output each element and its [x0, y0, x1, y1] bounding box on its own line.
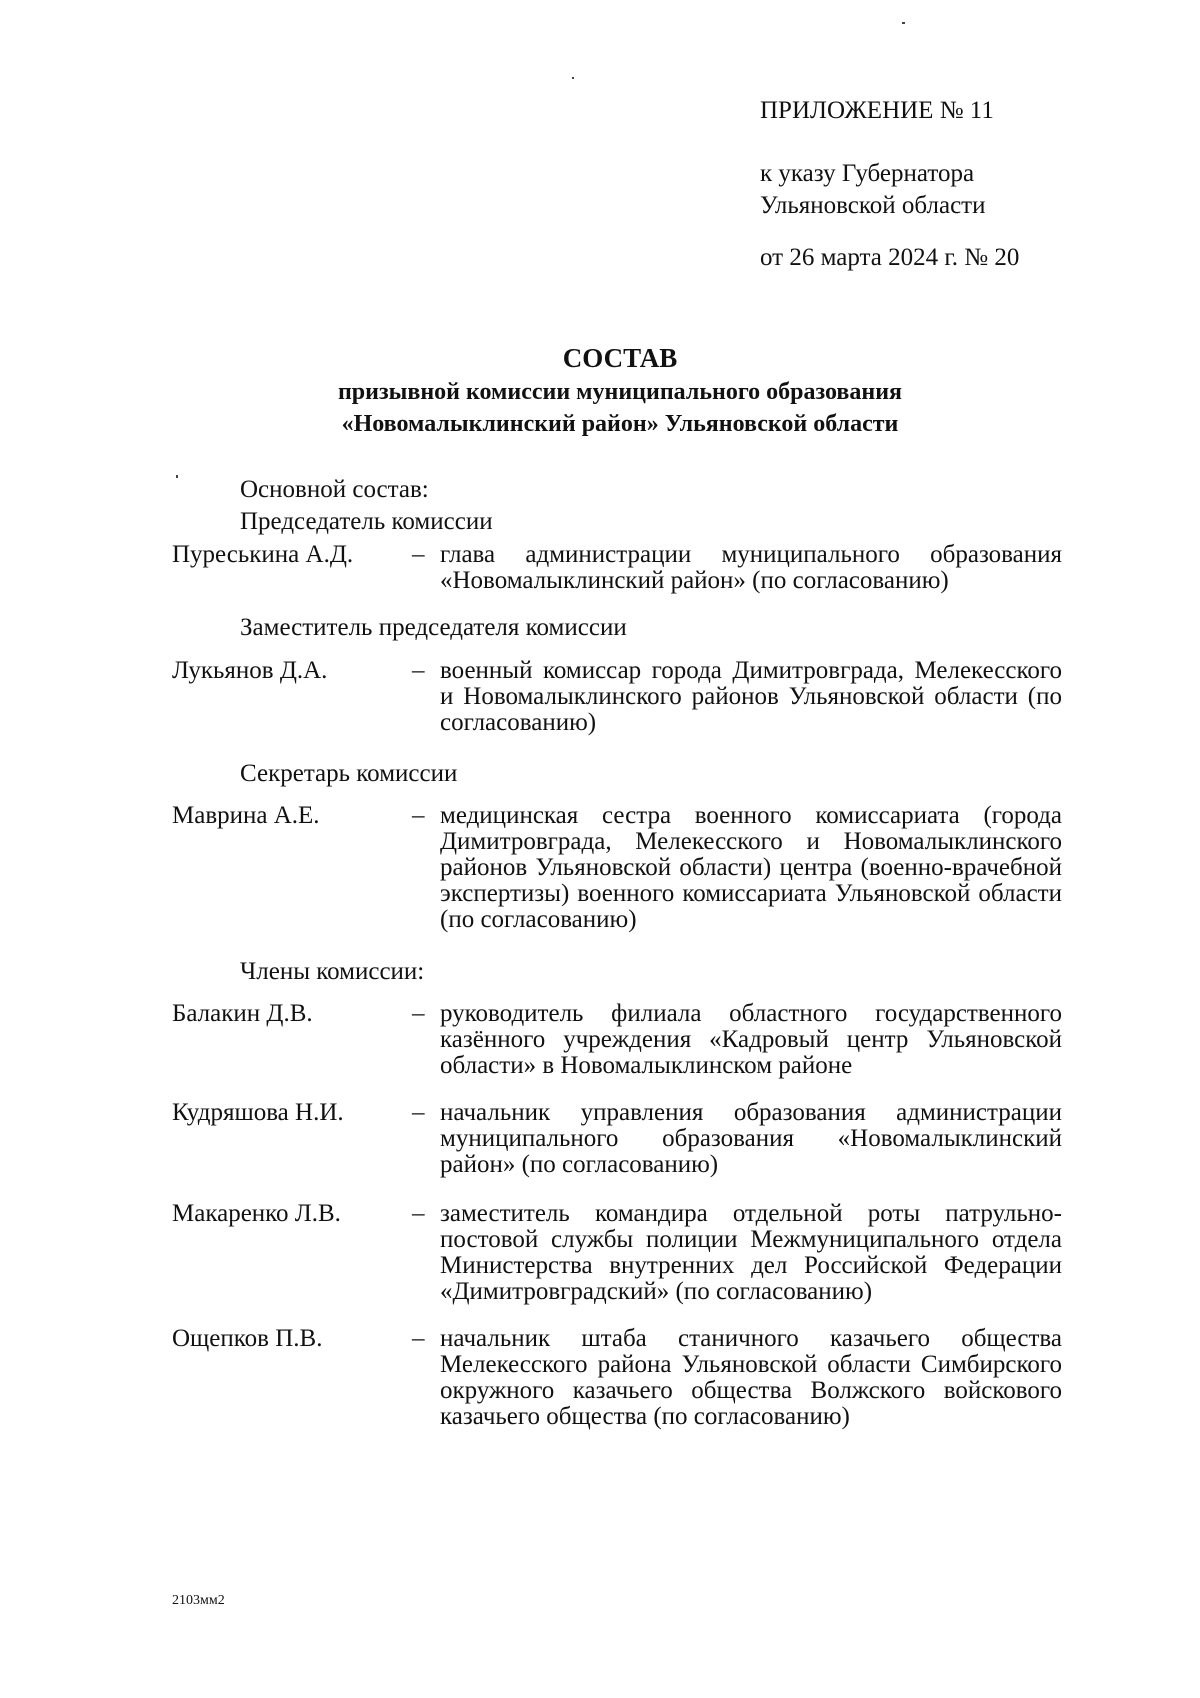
scan-speck: [902, 22, 905, 24]
member-name: Лукьянов Д.А.: [172, 657, 328, 684]
entry-dash: –: [412, 657, 425, 684]
section-main-composition: Основной состав:: [240, 476, 429, 503]
member-entry: [172, 803, 1062, 933]
section-chairman: Председатель комиссии: [240, 508, 493, 535]
document-heading: [300, 340, 940, 440]
heading-title: СОСТАВ: [562, 343, 678, 373]
member-role: глава администрации муниципального образования «Новомалыклинский район» (по согласованию): [440, 541, 1062, 594]
member-role: начальник управления образования администрации муниципального образования «Новомалыклинский район» (по согласованию): [440, 1099, 1062, 1178]
member-name: Ощепков П.В.: [172, 1325, 323, 1352]
document-code: 2103мм2: [172, 1593, 225, 1608]
entry-dash: –: [412, 802, 425, 829]
member-role: заместитель командира отдельной роты патрульно-постовой службы полиции Межмуниципального отдела Министерства внутренних дел Российской Федерации «Димитровградский» (по согласованию): [440, 1200, 1062, 1305]
member-entry: [172, 1326, 1062, 1430]
heading-subtitle-line-2: «Новомалыклинский район» Ульяновской области: [341, 411, 899, 437]
entry-dash: –: [412, 541, 425, 568]
scan-speck: [572, 77, 574, 79]
member-entry: [172, 1201, 1062, 1305]
appendix-title: ПРИЛОЖЕНИЕ № 11: [760, 97, 994, 124]
member-entry: [172, 1100, 1062, 1178]
member-name: Кудряшова Н.И.: [172, 1099, 344, 1126]
section-members: Члены комиссии:: [240, 958, 425, 985]
appendix-decree-line: к указу Губернатора: [760, 160, 975, 187]
member-name: Макаренко Л.В.: [172, 1200, 341, 1227]
member-entry: [172, 658, 1062, 736]
appendix-date: от 26 марта 2024 г. № 20: [760, 244, 1020, 271]
scan-speck: [176, 475, 178, 478]
entry-dash: –: [412, 1099, 425, 1126]
member-name: Маврина А.Е.: [172, 802, 320, 829]
member-name: Балакин Д.В.: [172, 1000, 313, 1027]
entry-dash: –: [412, 1325, 425, 1352]
member-role: руководитель филиала областного государственного казённого учреждения «Кадровый центр Ульяновской области» в Новомалыклинском районе: [440, 1000, 1062, 1079]
entry-dash: –: [412, 1200, 425, 1227]
appendix-region-line: Ульяновской области: [760, 192, 986, 219]
member-name: Пуреськина А.Д.: [172, 541, 354, 568]
member-entry: [172, 542, 1062, 594]
member-entry: [172, 1001, 1062, 1079]
section-deputy: Заместитель председателя комиссии: [240, 614, 627, 641]
entry-dash: –: [412, 1000, 425, 1027]
heading-subtitle-line-1: призывной комиссии муниципального образования: [337, 379, 903, 405]
member-role: медицинская сестра военного комиссариата (города Димитровграда, Мелекесского и Новомалыклинского районов Ульяновской области) центра (военно-врачебной экспертизы) военного комиссариата Ульяновской области (по согласованию): [440, 802, 1062, 933]
member-role: военный комиссар города Димитровграда, Мелекесского и Новомалыклинского районов Ульяновской области (по согласованию): [440, 657, 1062, 736]
section-secretary: Секретарь комиссии: [240, 760, 458, 787]
member-role: начальник штаба станичного казачьего общества Мелекесского района Ульяновской области Симбирского окружного казачьего общества Волжского войскового казачьего общества (по согласованию): [440, 1325, 1062, 1430]
